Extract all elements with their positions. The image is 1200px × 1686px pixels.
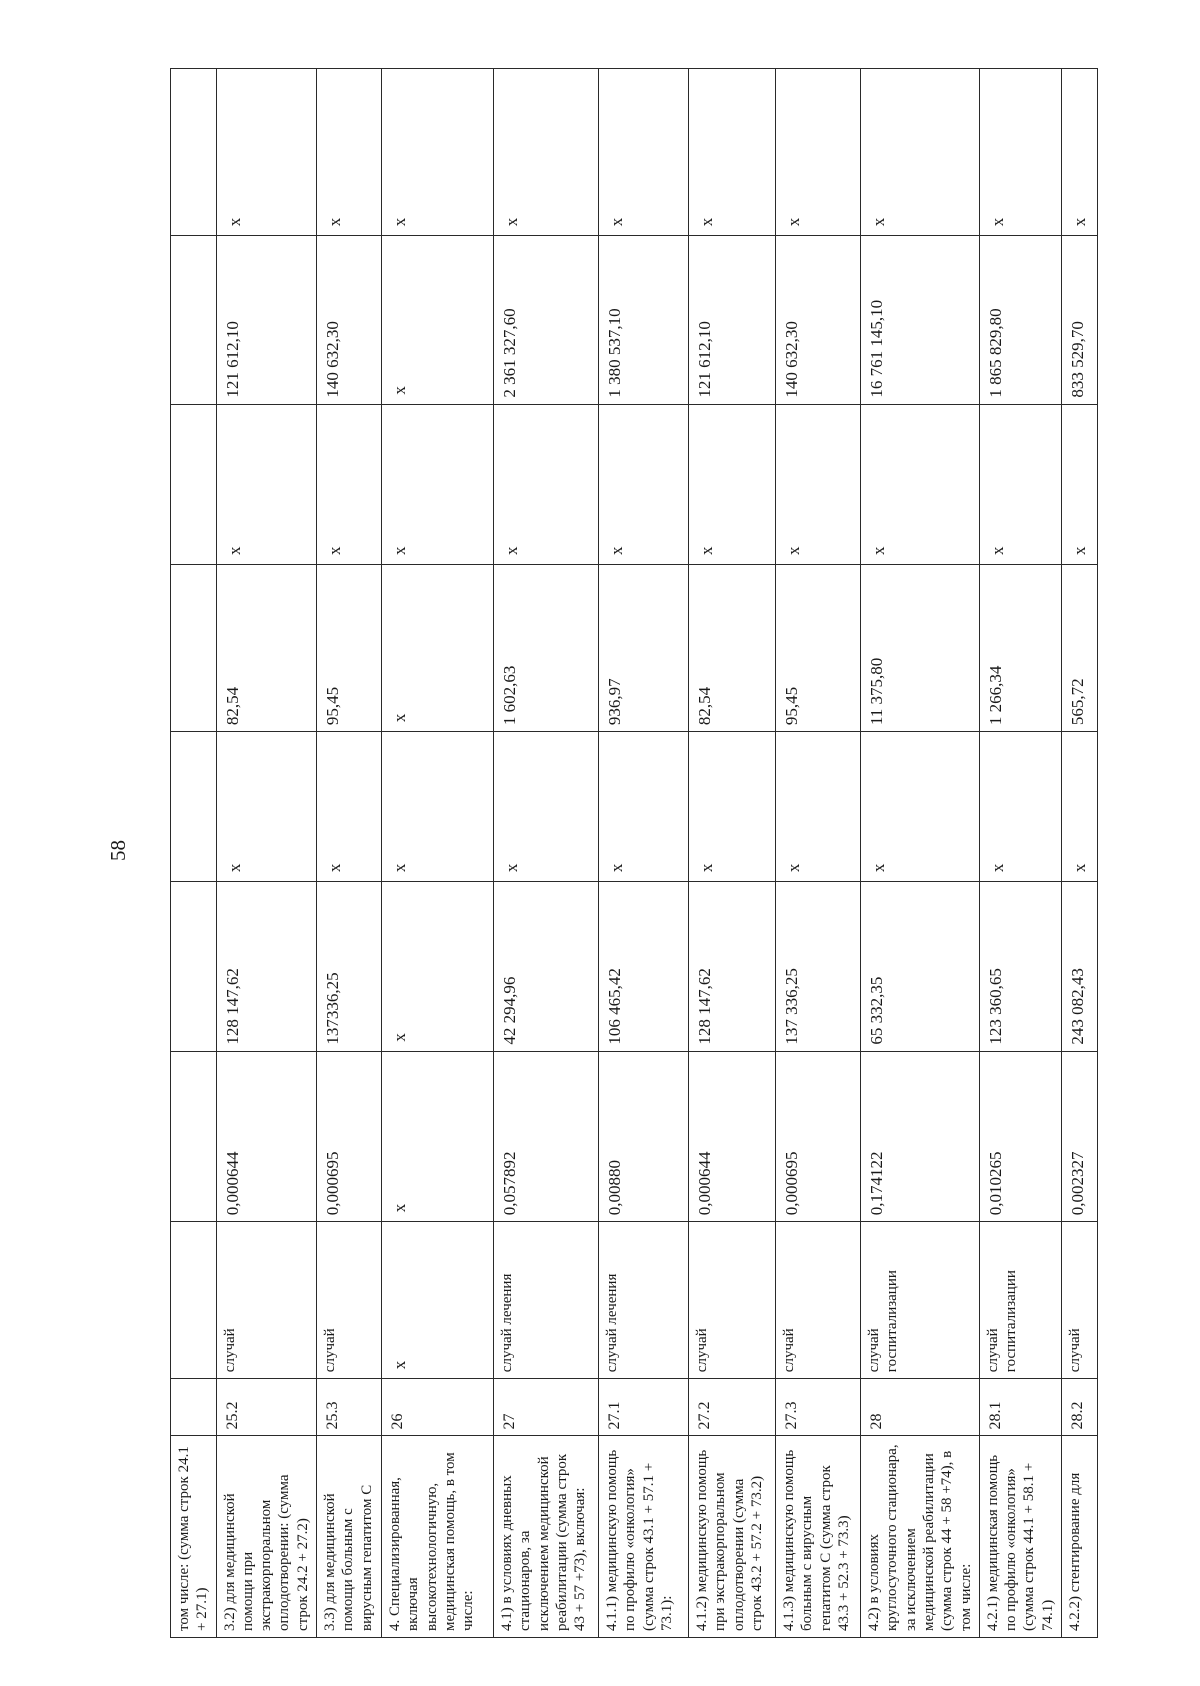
percent-cell: x — [317, 69, 382, 236]
unit-cell: случай — [216, 1222, 316, 1379]
percent-cell: x — [599, 69, 689, 236]
per-capita-budget-cell: x — [382, 732, 494, 882]
row-number-cell: 27 — [494, 1379, 599, 1436]
total-budget-cell: x — [979, 404, 1061, 564]
table-row — [979, 69, 1061, 1638]
total-oms-cell: 1 380 537,10 — [599, 236, 689, 404]
row-name-cell: 3.2) для медицинской помощи при экстракорпоральном оплодотворении: (сумма строк 24.2 + 27.2) — [216, 1436, 316, 1638]
total-budget-cell: x — [776, 404, 861, 564]
total-oms-cell: x — [382, 236, 494, 404]
table-row — [861, 69, 980, 1638]
total-budget-cell: x — [861, 404, 980, 564]
per-capita-oms-cell: 1 266,34 — [979, 564, 1061, 731]
volume-norm-cell: 0,002327 — [1062, 1051, 1098, 1222]
table-row — [689, 69, 776, 1638]
per-capita-oms-cell: 11 375,80 — [861, 564, 980, 731]
per-capita-oms-cell: 95,45 — [317, 564, 382, 731]
cost-norm-cell: 243 082,43 — [1062, 882, 1098, 1051]
row-number-cell — [171, 1379, 217, 1436]
row-number-cell: 26 — [382, 1379, 494, 1436]
volume-norm-cell: 0,000695 — [317, 1051, 382, 1222]
total-budget-cell — [171, 404, 217, 564]
per-capita-budget-cell — [171, 732, 217, 882]
total-budget-cell: x — [216, 404, 316, 564]
total-oms-cell: 121 612,10 — [216, 236, 316, 404]
table-row — [776, 69, 861, 1638]
table-row — [382, 69, 494, 1638]
volume-norm-cell: 0,000695 — [776, 1051, 861, 1222]
percent-cell: x — [776, 69, 861, 236]
table-row — [171, 69, 217, 1638]
row-name-cell: 4.1) в условиях дневных стационаров, за исключением медицинской реабилитации (сумма строк 43 + 57 +73), включая: — [494, 1436, 599, 1638]
volume-norm-cell: 0,000644 — [216, 1051, 316, 1222]
total-budget-cell: x — [1062, 404, 1098, 564]
per-capita-budget-cell: x — [979, 732, 1061, 882]
per-capita-budget-cell: x — [599, 732, 689, 882]
table-row — [317, 69, 382, 1638]
per-capita-budget-cell: x — [317, 732, 382, 882]
volume-norm-cell — [171, 1051, 217, 1222]
percent-cell: x — [979, 69, 1061, 236]
per-capita-oms-cell — [171, 564, 217, 731]
budget-table — [170, 68, 1098, 1638]
cost-norm-cell: 137336,25 — [317, 882, 382, 1051]
row-number-cell: 28.2 — [1062, 1379, 1098, 1436]
row-name-cell: 4.2) в условиях круглосуточного стационара, за исключением медицинской реабилитации (сумма строк 44 + 58 +74), в том числе: — [861, 1436, 980, 1638]
percent-cell: x — [216, 69, 316, 236]
percent-cell — [171, 69, 217, 236]
total-oms-cell: 16 761 145,10 — [861, 236, 980, 404]
cost-norm-cell: 65 332,35 — [861, 882, 980, 1051]
unit-cell: случай лечения — [494, 1222, 599, 1379]
per-capita-oms-cell: 936,97 — [599, 564, 689, 731]
row-number-cell: 28 — [861, 1379, 980, 1436]
unit-cell: случай — [1062, 1222, 1098, 1379]
per-capita-budget-cell: x — [1062, 732, 1098, 882]
unit-cell: случай — [317, 1222, 382, 1379]
unit-cell: случай госпитализации — [979, 1222, 1061, 1379]
table-row — [494, 69, 599, 1638]
cost-norm-cell: 128 147,62 — [216, 882, 316, 1051]
per-capita-oms-cell: 82,54 — [216, 564, 316, 731]
cost-norm-cell: 137 336,25 — [776, 882, 861, 1051]
unit-cell: случай — [689, 1222, 776, 1379]
page-number: 58 — [106, 840, 130, 861]
cost-norm-cell: 106 465,42 — [599, 882, 689, 1051]
rotated-table-wrapper — [170, 68, 1150, 1638]
total-oms-cell: 140 632,30 — [317, 236, 382, 404]
cost-norm-cell: x — [382, 882, 494, 1051]
per-capita-budget-cell: x — [689, 732, 776, 882]
volume-norm-cell: 0,000644 — [689, 1051, 776, 1222]
percent-cell: x — [861, 69, 980, 236]
per-capita-oms-cell: 95,45 — [776, 564, 861, 731]
unit-cell: случай госпитализации — [861, 1222, 980, 1379]
row-name-cell: 4.1.2) медицинскую помощь при экстракорпоральном оплодотворении (сумма строк 43.2 + 57.2 + 73.2) — [689, 1436, 776, 1638]
row-name-cell: 4.1.1) медицинскую помощь по профилю «онкология» (сумма строк 43.1 + 57.1 + 73.1): — [599, 1436, 689, 1638]
percent-cell: x — [382, 69, 494, 236]
volume-norm-cell: 0,010265 — [979, 1051, 1061, 1222]
row-name-cell: том числе: (сумма строк 24.1 + 27.1) — [171, 1436, 217, 1638]
per-capita-budget-cell: x — [216, 732, 316, 882]
volume-norm-cell: 0,00880 — [599, 1051, 689, 1222]
cost-norm-cell: 123 360,65 — [979, 882, 1061, 1051]
total-oms-cell: 1 865 829,80 — [979, 236, 1061, 404]
table-row — [1062, 69, 1098, 1638]
row-number-cell: 25.3 — [317, 1379, 382, 1436]
table-row — [216, 69, 316, 1638]
row-number-cell: 27.3 — [776, 1379, 861, 1436]
cost-norm-cell — [171, 882, 217, 1051]
total-oms-cell: 2 361 327,60 — [494, 236, 599, 404]
table-body — [171, 69, 1098, 1638]
row-number-cell: 27.2 — [689, 1379, 776, 1436]
per-capita-budget-cell: x — [494, 732, 599, 882]
total-oms-cell — [171, 236, 217, 404]
row-name-cell: 4.2.2) стентирование для — [1062, 1436, 1098, 1638]
per-capita-budget-cell: x — [861, 732, 980, 882]
row-number-cell: 28.1 — [979, 1379, 1061, 1436]
row-name-cell: 4.1.3) медицинскую помощь больным с вирусным гепатитом С (сумма строк 43.3 + 52.3 + 73.3) — [776, 1436, 861, 1638]
total-budget-cell: x — [494, 404, 599, 564]
unit-cell: случай лечения — [599, 1222, 689, 1379]
unit-cell: x — [382, 1222, 494, 1379]
unit-cell: случай — [776, 1222, 861, 1379]
per-capita-oms-cell: 565,72 — [1062, 564, 1098, 731]
cost-norm-cell: 42 294,96 — [494, 882, 599, 1051]
cost-norm-cell: 128 147,62 — [689, 882, 776, 1051]
percent-cell: x — [494, 69, 599, 236]
total-budget-cell: x — [317, 404, 382, 564]
table-row — [599, 69, 689, 1638]
volume-norm-cell: 0,174122 — [861, 1051, 980, 1222]
unit-cell — [171, 1222, 217, 1379]
volume-norm-cell: 0,057892 — [494, 1051, 599, 1222]
row-name-cell: 3.3) для медицинской помощи больным с вирусным гепатитом С — [317, 1436, 382, 1638]
row-name-cell: 4.2.1) медицинская помощь по профилю «онкология» (сумма строк 44.1 + 58.1 + 74.1) — [979, 1436, 1061, 1638]
total-budget-cell: x — [382, 404, 494, 564]
percent-cell: x — [689, 69, 776, 236]
row-number-cell: 25.2 — [216, 1379, 316, 1436]
total-oms-cell: 121 612,10 — [689, 236, 776, 404]
total-budget-cell: x — [599, 404, 689, 564]
row-number-cell: 27.1 — [599, 1379, 689, 1436]
per-capita-oms-cell: 82,54 — [689, 564, 776, 731]
per-capita-oms-cell: x — [382, 564, 494, 731]
per-capita-budget-cell: x — [776, 732, 861, 882]
per-capita-oms-cell: 1 602,63 — [494, 564, 599, 731]
total-budget-cell: x — [689, 404, 776, 564]
percent-cell: x — [1062, 69, 1098, 236]
volume-norm-cell: x — [382, 1051, 494, 1222]
total-oms-cell: 140 632,30 — [776, 236, 861, 404]
row-name-cell: 4. Специализированная, включая высокотехнологичную, медицинская помощь, в том числе: — [382, 1436, 494, 1638]
total-oms-cell: 833 529,70 — [1062, 236, 1098, 404]
